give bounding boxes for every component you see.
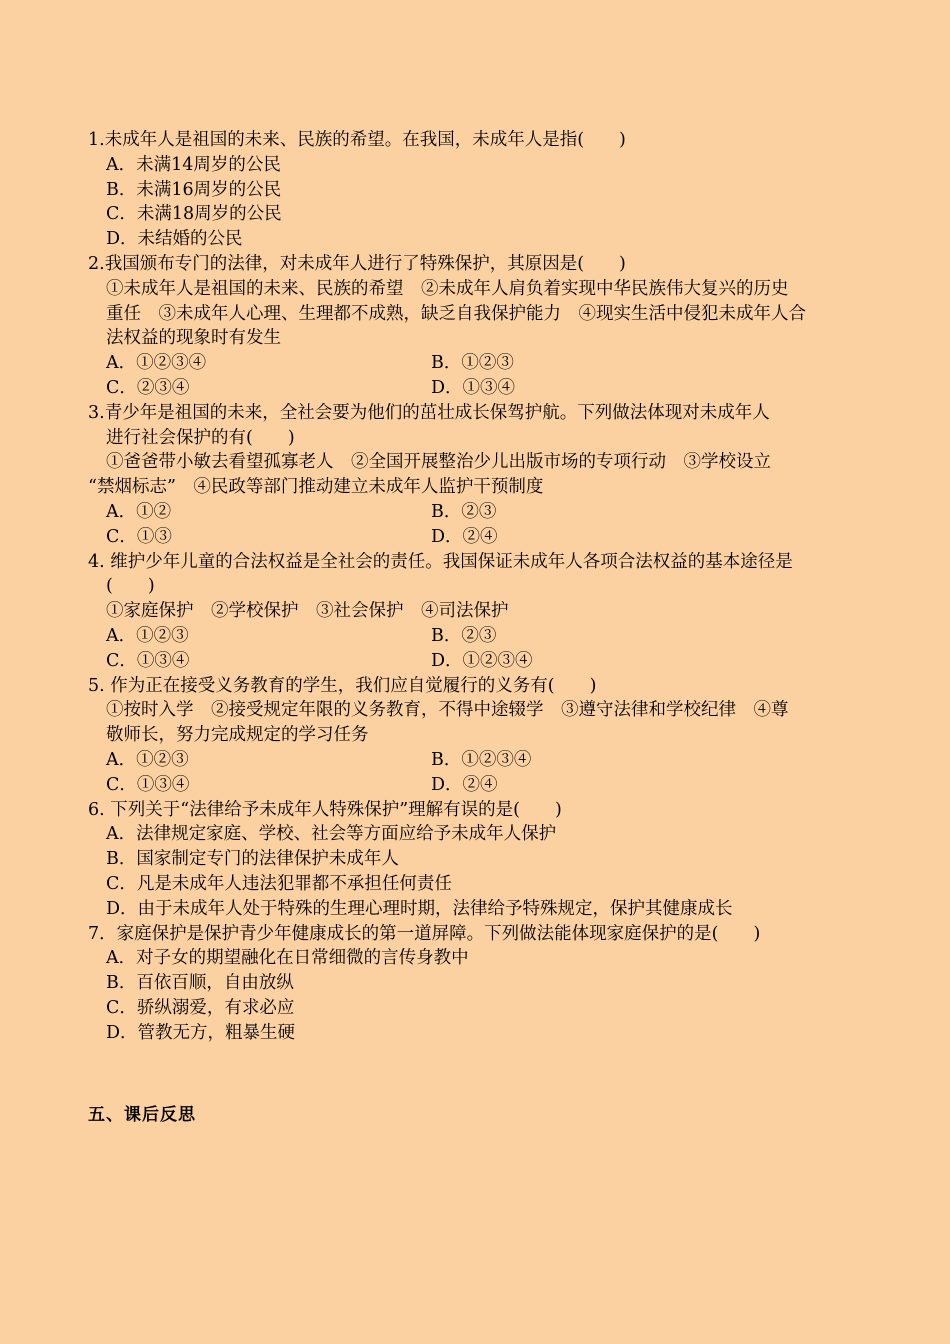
option-a: A．①②③ <box>106 625 189 646</box>
option-a: A．①②③ <box>106 749 189 770</box>
option-row <box>88 525 878 550</box>
option-d: D．管教无方，粗暴生硬 <box>106 1022 296 1043</box>
statement-line: 重任 ③未成年人心理、生理都不成熟，缺乏自我保护能力 ④现实生活中侵犯未成年人合 <box>106 303 806 324</box>
question-2 <box>88 252 878 401</box>
option-c: C．②③④ <box>106 377 190 398</box>
option-b: B．①②③④ <box>431 749 532 770</box>
question-stem: 6. 下列关于“法律给予未成年人特殊保护”理解有误的是( ) <box>88 799 562 820</box>
option-a: A．对子女的期望融化在日常细微的言传身教中 <box>106 948 469 969</box>
option-d: D．②④ <box>431 774 498 795</box>
question-stem: 5. 作为正在接受义务教育的学生，我们应自觉履行的义务有( ) <box>88 675 597 696</box>
option-b: B．国家制定专门的法律保护未成年人 <box>106 849 399 870</box>
statement-line: ①家庭保护 ②学校保护 ③社会保护 ④司法保护 <box>106 601 509 622</box>
question-stem: 3.青少年是祖国的未来，全社会要为他们的茁壮成长保驾护航。下列做法体现对未成年人 <box>88 402 770 423</box>
question-5 <box>88 674 878 798</box>
statement-line: 敬师长，努力完成规定的学习任务 <box>106 725 369 746</box>
option-c: C．①③④ <box>106 774 190 795</box>
option-d: D．未结婚的公民 <box>106 229 243 250</box>
option-d: D．①③④ <box>431 377 516 398</box>
question-stem: 1.未成年人是祖国的未来、民族的希望。在我国，未成年人是指( ) <box>88 130 626 150</box>
option-a: A．法律规定家庭、学校、社会等方面应给予未成年人保护 <box>106 824 557 845</box>
option-b: B．①②③ <box>431 353 514 374</box>
question-7 <box>88 922 878 1046</box>
question-3 <box>88 401 878 550</box>
option-row <box>88 500 878 525</box>
option-b: B．未满16周岁的公民 <box>106 179 282 200</box>
option-b: B．②③ <box>431 625 497 646</box>
statement-line: ①爸爸带小敏去看望孤寡老人 ②全国开展整治少儿出版市场的专项行动 ③学校设立 <box>106 452 771 473</box>
question-6 <box>88 798 878 922</box>
section-title: 五、课后反思 <box>88 1105 196 1125</box>
question-stem-continued: 进行社会保护的有( ) <box>106 427 295 448</box>
option-c: C．①③④ <box>106 650 190 671</box>
statement-line: ①按时入学 ②接受规定年限的义务教育，不得中途辍学 ③遵守法律和学校纪律 ④尊 <box>106 700 789 721</box>
question-stem-continued: ( ) <box>106 576 155 597</box>
option-row <box>88 376 878 401</box>
question-list <box>88 128 878 1045</box>
question-stem: 7．家庭保护是保护青少年健康成长的第一道屏障。下列做法能体现家庭保护的是( ) <box>88 923 761 944</box>
option-d: D．②④ <box>431 526 498 547</box>
option-a: A．未满14周岁的公民 <box>106 154 281 175</box>
question-1 <box>88 128 878 252</box>
statement-line: ①未成年人是祖国的未来、民族的希望 ②未成年人肩负着实现中华民族伟大复兴的历史 <box>106 278 789 299</box>
option-row <box>88 624 878 649</box>
question-stem: 2.我国颁布专门的法律，对未成年人进行了特殊保护，其原因是( ) <box>88 253 626 274</box>
option-b: B．百依百顺，自由放纵 <box>106 973 294 994</box>
option-c: C．骄纵溺爱，有求必应 <box>106 997 295 1018</box>
option-row <box>88 649 878 674</box>
option-c: C．未满18周岁的公民 <box>106 204 282 225</box>
option-a: A．①②③④ <box>106 353 207 374</box>
statement-line: 法权益的现象时有发生 <box>106 328 281 349</box>
question-4 <box>88 550 878 674</box>
question-stem: 4. 维护少年儿童的合法权益是全社会的责任。我国保证未成年人各项合法权益的基本途径是 <box>88 551 793 572</box>
option-b: B．②③ <box>431 501 497 522</box>
statement-line: “禁烟标志” ④民政等部门推动建立未成年人监护干预制度 <box>88 477 544 498</box>
option-row <box>88 748 878 773</box>
option-d: D．①②③④ <box>431 650 533 671</box>
option-a: A．①② <box>106 501 172 522</box>
option-d: D．由于未成年人处于特殊的生理心理时期，法律给予特殊规定，保护其健康成长 <box>106 898 733 919</box>
option-c: C．凡是未成年人违法犯罪都不承担任何责任 <box>106 873 452 894</box>
option-row <box>88 351 878 376</box>
option-c: C．①③ <box>106 526 172 547</box>
option-row <box>88 773 878 798</box>
